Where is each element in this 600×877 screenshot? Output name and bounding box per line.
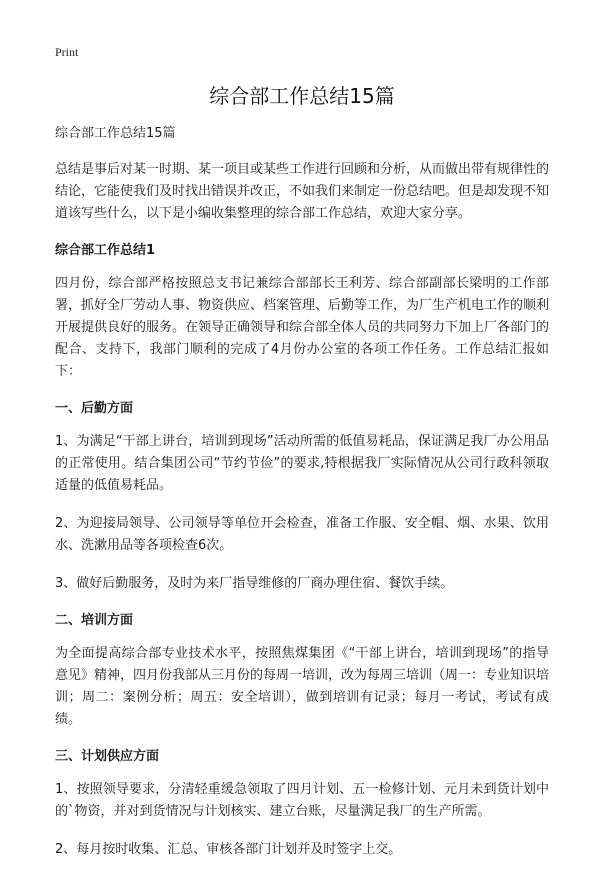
- section-intro-paragraph: 四月份，综合部严格按照总支书记兼综合部部长王利芳、综合部副部长梁明的工作部署，抓好全厂劳动人事、物资供应、档案管理、后勤等工作，为厂生产机电工作的顺利开展提供良好的服务。在领导正确领导和综合部全体人员的共同努力下加上厂各部门的配合、支持下，我部门顺利的完成了4月份办公室的各项工作任务。工作总结汇报如下：: [55, 276, 550, 379]
- supply-heading: 三、计划供应方面: [55, 749, 160, 764]
- supply-item-2: 2、每月按时收集、汇总、审核各部门计划并及时签字上交。: [55, 842, 402, 857]
- supply-item-1: 1、按照领导要求，分清轻重缓急领取了四月计划、五一检修计划、元月未到货计划中的`物资，并对到货情况与计划核实、建立台账，尽量满足我厂的生产所需。: [55, 782, 549, 819]
- print-label[interactable]: Print: [55, 45, 79, 59]
- logistics-item-3: 3、做好后勤服务，及时为来厂指导维修的厂商办理住宿、餐饮手续。: [55, 576, 454, 591]
- logistics-heading: 一、后勤方面: [55, 401, 134, 416]
- training-heading: 二、培训方面: [55, 613, 134, 628]
- logistics-item-1: 1、为满足“干部上讲台，培训到现场”活动所需的低值易耗品，保证满足我厂办公用品的正常使用。结合集团公司“节约节俭”的要求,特根据我厂实际情况从公司行政科领取适量的低值易耗品。: [55, 434, 549, 493]
- document-body: [55, 80, 549, 877]
- section-heading: 综合部工作总结1: [55, 243, 156, 258]
- document-title: 综合部工作总结15篇: [209, 84, 395, 108]
- intro-paragraph: 总结是事后对某一时期、某一项目或某些工作进行回顾和分析，从而做出带有规律性的结论，它能使我们及时找出错误并改正，不如我们来制定一份总结吧。但是却发现不知道该写些什么，以下是小编收集整理的综合部工作总结，欢迎大家分享。: [55, 162, 550, 221]
- logistics-item-2: 2、为迎接局领导、公司领导等单位开会检查，准备工作服、安全帽、烟、水果、饮用水、洗漱用品等各项检查6次。: [55, 516, 549, 553]
- document-subtitle: 综合部工作总结15篇: [55, 126, 176, 141]
- training-paragraph: 为全面提高综合部专业技术水平，按照焦煤集团《“干部上讲台，培训到现场”的指导意见》精神，四月份我部从三月份的每周一培训，改为每周三培训（周一：专业知识培训；周二：案例分析；周五：安全培训），做到培训有记录；每月一考试，考试有成绩。: [55, 646, 550, 727]
